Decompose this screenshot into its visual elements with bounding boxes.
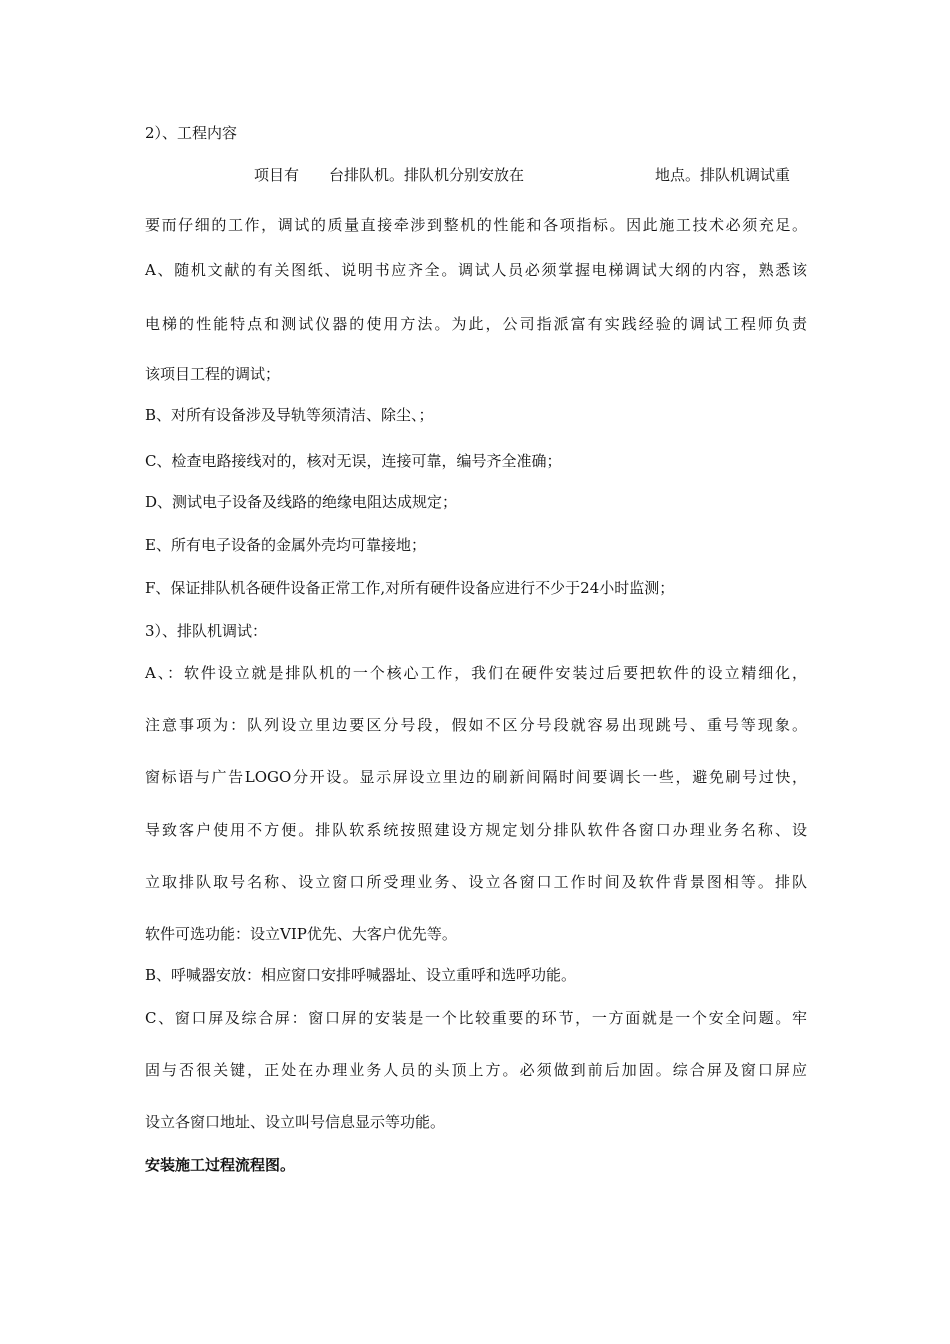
intro-text-part-2: 台排队机。排队机分别安放在 [329,166,525,184]
intro-paragraph-line: 要而仔细的工作，调试的质量直接牵涉到整机的性能和各项指标。因此施工技术必须充足。 [145,216,807,234]
item-f-monitoring: F、保证排队机各硬件设备正常工作,对所有硬件设备应进行不少于24小时监测； [145,579,675,597]
item-c-screens-line-3: 设立各窗口地址、设立叫号信息显示等功能。 [145,1113,446,1131]
item-a-software-line-3: 窗标语与广告LOGO分开设。显示屏设立里边的刷新间隔时间要调长一些，避免刷号过快， [145,768,807,786]
item-c-screens-line-2: 固与否很关键，正处在办理业务人员的头顶上方。必须做到前后加固。综合屏及窗口屏应 [145,1061,807,1079]
item-c-screens-line-1: C、窗口屏及综合屏：窗口屏的安装是一个比较重要的环节，一方面就是一个安全问题。牢 [145,1009,807,1027]
item-a-software-line-4: 导致客户使用不方便。排队软系统按照建设方规定划分排队软件各窗口办理业务名称、设 [145,821,807,839]
flowchart-heading: 安装施工过程流程图。 [145,1156,296,1174]
item-a-software-line-2: 注意事项为：队列设立里边要区分号段，假如不区分号段就容易出现跳号、重号等现象。 [145,716,807,734]
item-c-wiring-check: C、检查电路接线对的，核对无误，连接可靠，编号齐全准确； [145,452,562,470]
item-a-docs-line-1: A、随机文献的有关图纸、说明书应齐全。调试人员必须掌握电梯调试大纲的内容，熟悉该 [145,261,807,279]
item-b-caller: B、呼喊器安放：相应窗口安排呼喊器址、设立重呼和选呼功能。 [145,966,577,984]
section-heading-project-content: 2）、工程内容 [145,124,238,142]
intro-text-part-3: 地点。排队机调试重 [655,166,791,184]
item-a-docs-line-2: 电梯的性能特点和测试仪器的使用方法。为此，公司指派富有实践经验的调试工程师负责 [145,315,807,333]
item-a-software-line-5: 立取排队取号名称、设立窗口所受理业务、设立各窗口工作时间及软件背景图相等。排队 [145,873,807,891]
item-e-grounding: E、所有电子设备的金属外壳均可靠接地； [145,536,426,554]
item-a-docs-line-3: 该项目工程的调试； [145,365,281,383]
item-d-insulation-test: D、测试电子设备及线路的绝缘电阻达成规定； [145,493,458,511]
section-heading-queue-debug: 3）、排队机调试： [145,622,268,640]
item-b-cleaning: B、对所有设备涉及导轨等须清洁、除尘、； [145,406,434,424]
intro-text-part-1: 项目有 [254,166,300,184]
item-a-software-line-1: A、：软件设立就是排队机的一个核心工作，我们在硬件安装过后要把软件的设立精细化， [145,664,807,682]
item-a-software-line-6: 软件可选功能：设立VIP优先、大客户优先等。 [145,925,457,943]
